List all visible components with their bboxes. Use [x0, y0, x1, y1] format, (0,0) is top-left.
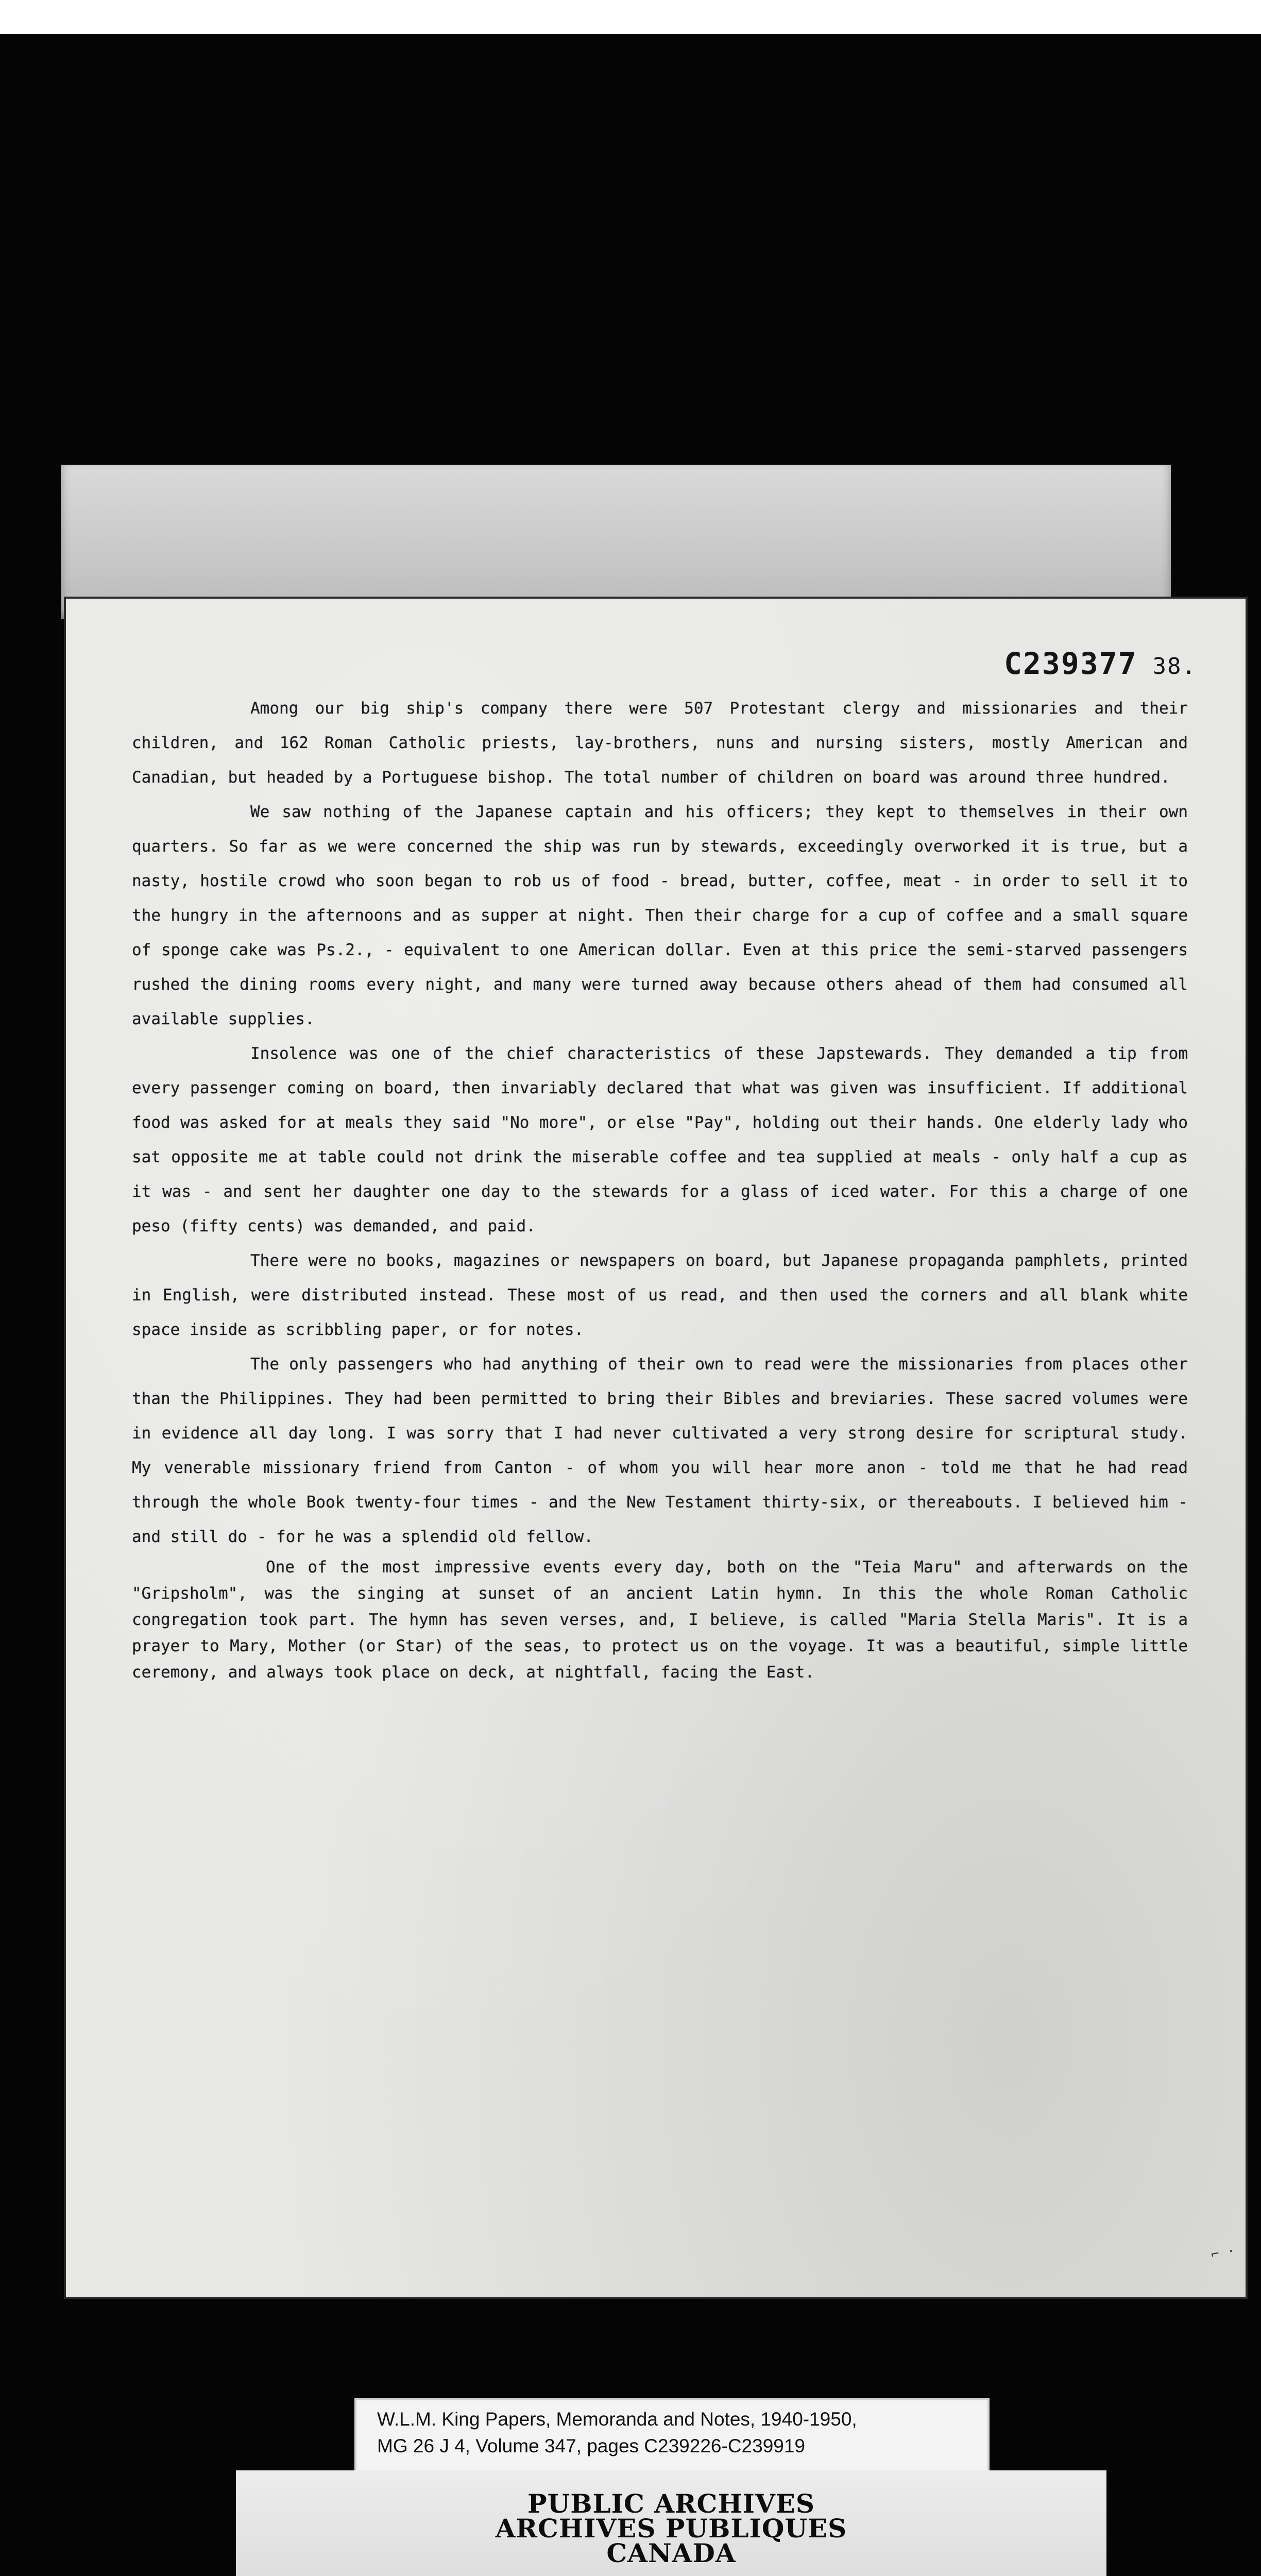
stamp-line-country: CANADA	[606, 2538, 736, 2568]
typed-page	[66, 599, 1246, 2297]
paragraph-hymn: One of the most impressive events every day, both on the "Teia Maru" and afterwards on the "Gripsholm", was the singing at sunset of an ancient Latin hymn. In this the whole Roman Catholic congregation took part. The hymn has seven verses, and, I believe, is called "Maria Stella Maris". It is a prayer to Mary, Mother (or Star) of the seas, to protect us on the voyage. It was a beautiful, simple little ceremony, and always took place on deck, at nightfall, facing the East.	[132, 1558, 1188, 1682]
backing-sheet	[61, 465, 1171, 619]
paragraph-passengers: Among our big ship's company there were 507 Protestant clergy and missionaries and their children, and 162 Roman Catholic priests, lay-brothers, nuns and nursing sisters, mostly American and Canadian, but headed by a Portuguese bishop. The total number of children on board was around three hundred.	[132, 699, 1188, 787]
archive-citation-card	[354, 2398, 990, 2475]
page-number: 38.	[1152, 653, 1197, 680]
citation-line-2: MG 26 J 4, Volume 347, pages C239226-C239919	[377, 2435, 806, 2456]
paragraph-insolence: Insolence was one of the chief characteristics of these Japstewards. They demanded a tip from every passenger coming on board, then invariably declared that what was given was insufficient. If additional food was asked for at meals they said "No more", or else "Pay", holding out their hands. One elderly lady who sat opposite me at table could not drink the miserable coffee and tea supplied at meals - only half a cup as it was - and sent her daughter one day to the stewards for a glass of iced water. For this a charge of one peso (fifty cents) was demanded, and paid.	[132, 1044, 1188, 1235]
paragraph-stewards: We saw nothing of the Japanese captain and his officers; they kept to themselves in their own quarters. So far as we were concerned the ship was run by stewards, exceedingly overworked it is true, but a nasty, hostile crowd who soon began to rob us of food - bread, butter, coffee, meat - in order to sell it to the hungry in the afternoons and as supper at night. Then their charge for a cup of coffee and a small square of sponge cake was Ps.2., - equivalent to one American dollar. Even at this price the semi-starved passengers rushed the dining rooms every night, and many were turned away because others ahead of them had consumed all available supplies.	[132, 803, 1188, 1028]
citation-line-1: W.L.M. King Papers, Memoranda and Notes, 1940-1950,	[377, 2409, 857, 2430]
stamp-line-french: ARCHIVES PUBLIQUES	[495, 2513, 847, 2544]
reference-number: C239377	[1004, 646, 1137, 681]
archive-stamp-area	[236, 2470, 1106, 2576]
page-reference	[1004, 646, 1197, 681]
paragraph-books: There were no books, magazines or newspapers on board, but Japanese propaganda pamphlets, printed in English, were distributed instead. These most of us read, and then used the corners and all blank white space inside as scribbling paper, or for notes.	[132, 1251, 1188, 1339]
scan-top-border	[0, 0, 1261, 34]
paragraph-missionaries: The only passengers who had anything of their own to read were the missionaries from places other than the Philippines. They had been permitted to bring their Bibles and breviaries. These sacred volumes were in evidence all day long. I was sorry that I had never cultivated a very strong desire for scriptural study. My venerable missionary friend from Canton - of whom you will hear more anon - told me that he had read through the whole Book twenty-four times - and the New Testament thirty-six, or thereabouts. I believed him - and still do - for he was a splendid old fellow.	[132, 1355, 1188, 1546]
stamp-line-english: PUBLIC ARCHIVES	[527, 2488, 815, 2519]
pencil-mark: ⌐ ·	[1209, 2243, 1237, 2263]
page-body	[132, 691, 1188, 1686]
